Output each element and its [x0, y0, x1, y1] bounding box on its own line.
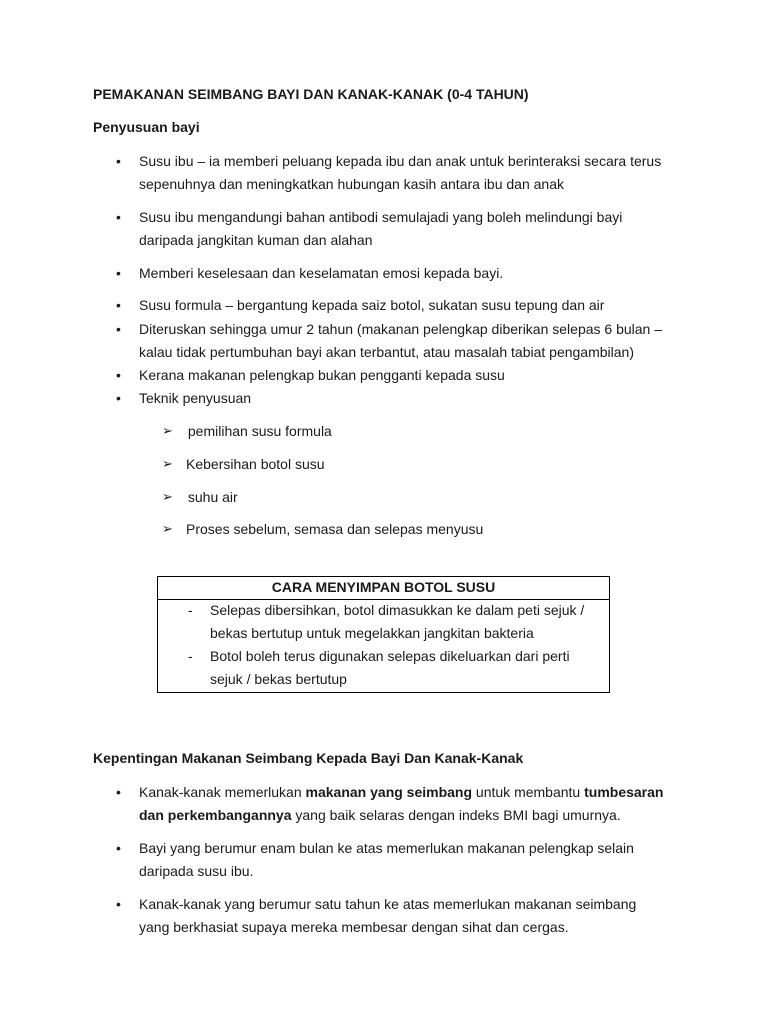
- sub-item-text: Proses sebelum, semasa dan selepas menyusu: [186, 521, 484, 537]
- list-item-text: daripada jangkitan kuman dan alahan: [139, 232, 373, 248]
- list-item-text: Susu ibu mengandungi bahan antibodi semulajadi yang boleh melindungi bayi: [139, 209, 623, 225]
- list-item-text: sepenuhnya dan meningkatkan hubungan kasih antara ibu dan anak: [139, 176, 564, 192]
- emphasis-text: makanan yang seimbang: [305, 784, 473, 800]
- emphasis-text: tumbesaran: [584, 784, 664, 800]
- sub-item-text: pemilihan susu formula: [184, 423, 332, 439]
- text-run: untuk membantu: [472, 784, 585, 800]
- text-run: Kanak-kanak memerlukan: [139, 784, 306, 800]
- list-item-text: kalau tidak pertumbuhan bayi akan terbantut, atau masalah tabiat pengambilan): [139, 344, 634, 360]
- list-item-text: Susu ibu – ia memberi peluang kepada ibu dan anak untuk berinteraksi secara terus: [139, 153, 662, 169]
- document-title: PEMAKANAN SEIMBANG BAYI DAN KANAK-KANAK (0-4 TAHUN): [93, 86, 529, 102]
- list-item-text: Memberi keselesaan dan keselamatan emosi kepada bayi.: [139, 265, 504, 281]
- list-item-text: Bayi yang berumur enam bulan ke atas memerlukan makanan pelengkap selain: [139, 840, 634, 856]
- bullet-icon: •: [116, 297, 121, 313]
- box-item-text: bekas bertutup untuk megelakkan jangkitan bakteria: [210, 625, 534, 641]
- list-item-text: Diteruskan sehingga umur 2 tahun (makanan pelengkap diberikan selepas 6 bulan –: [139, 321, 663, 337]
- list-item-text: Teknik penyusuan: [139, 390, 252, 406]
- box-item-text: Selepas dibersihkan, botol dimasukkan ke dalam peti sejuk /: [210, 602, 585, 618]
- section-heading-kepentingan: Kepentingan Makanan Seimbang Kepada Bayi Dan Kanak-Kanak: [93, 750, 524, 766]
- sub-item-text: Kebersihan botol susu: [186, 456, 325, 472]
- list-item-text: yang berkhasiat supaya mereka membesar dengan sihat dan cergas.: [139, 919, 569, 935]
- info-box-botol-susu: [157, 576, 610, 693]
- bullet-icon: •: [116, 840, 121, 856]
- list-item-text: daripada susu ibu.: [139, 863, 254, 879]
- bullet-icon: •: [116, 265, 121, 281]
- box-title: CARA MENYIMPAN BOTOL SUSU: [271, 579, 496, 595]
- list-item-text: [139, 783, 663, 801]
- arrow-bullet-icon: ➢: [162, 521, 173, 536]
- list-item-text: Kerana makanan pelengkap bukan pengganti kepada susu: [139, 367, 505, 383]
- bullet-icon: •: [116, 784, 121, 800]
- box-divider: [158, 599, 609, 600]
- box-item-text: Botol boleh terus digunakan selepas dikeluarkan dari perti: [210, 648, 570, 664]
- bullet-icon: •: [116, 321, 121, 337]
- dash-bullet-icon: -: [188, 602, 193, 618]
- bullet-icon: •: [116, 896, 121, 912]
- list-item-text: [139, 806, 621, 824]
- arrow-bullet-icon: ➢: [162, 423, 173, 438]
- arrow-bullet-icon: ➢: [162, 456, 173, 471]
- list-item-text: Susu formula – bergantung kepada saiz botol, sukatan susu tepung dan air: [139, 297, 605, 313]
- sub-item-text: suhu air: [184, 489, 238, 505]
- bullet-icon: •: [116, 153, 121, 169]
- box-item-text: sejuk / bekas bertutup: [210, 671, 347, 687]
- bullet-icon: •: [116, 390, 121, 406]
- emphasis-text: dan perkembangannya: [139, 807, 292, 823]
- list-item-text: Kanak-kanak yang berumur satu tahun ke atas memerlukan makanan seimbang: [139, 896, 637, 912]
- arrow-bullet-icon: ➢: [162, 489, 173, 504]
- dash-bullet-icon: -: [188, 648, 193, 664]
- section-heading-penyusuan: Penyusuan bayi: [93, 119, 200, 135]
- text-run: yang baik selaras dengan indeks BMI bagi umurnya.: [291, 807, 621, 823]
- bullet-icon: •: [116, 367, 121, 383]
- bullet-icon: •: [116, 209, 121, 225]
